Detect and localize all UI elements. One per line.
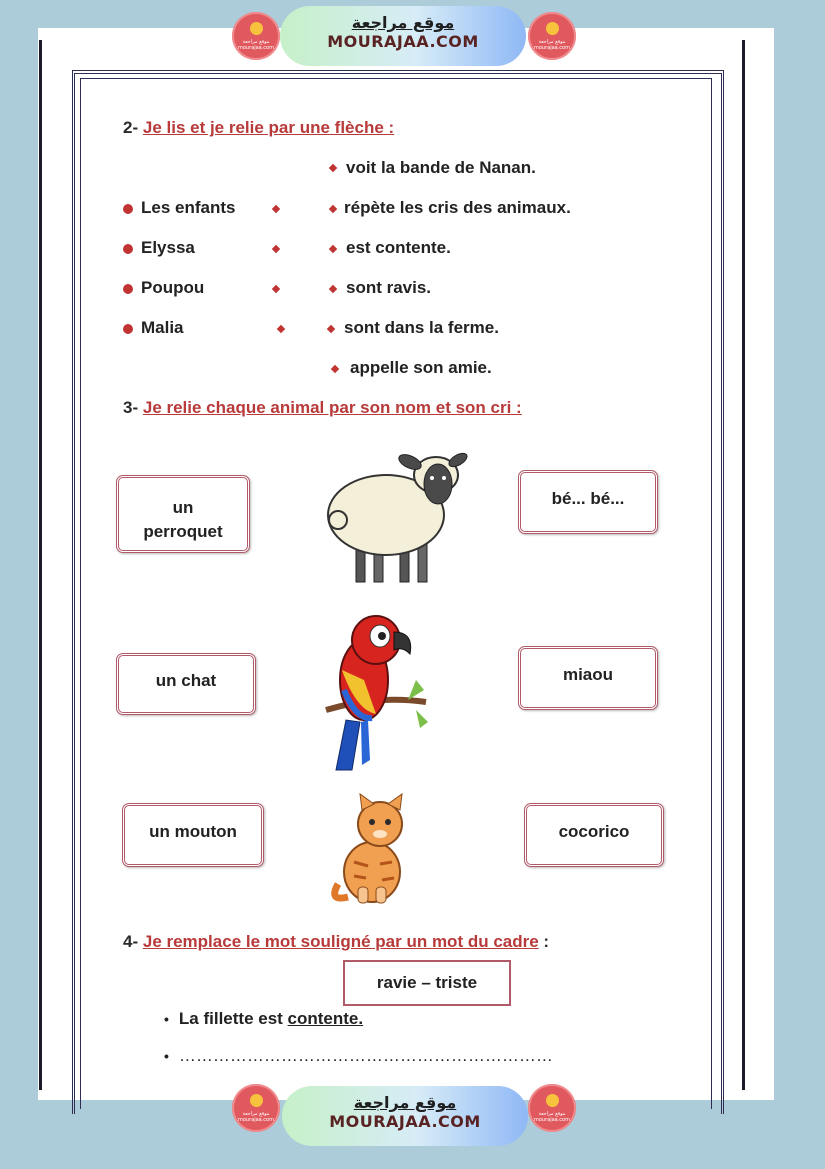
name-box-sheep[interactable] — [122, 803, 264, 867]
site-logo-left-top[interactable] — [232, 12, 280, 60]
q4-heading — [123, 932, 549, 952]
cry-cat: miaou — [562, 665, 614, 684]
logo-text: موقع مراجعة mourajaa.com — [237, 39, 274, 51]
name-parrot: un perroquet — [143, 498, 223, 541]
cry-rooster: cocorico — [558, 822, 630, 841]
site-logo-left-bottom[interactable] — [232, 1084, 280, 1132]
sheep-image — [318, 440, 468, 590]
answer-dots: ………………………………………………………… — [178, 1046, 553, 1065]
underlined-word: contente. — [287, 1009, 364, 1028]
q2-predicate-6: appelle son amie. — [350, 358, 492, 377]
q2-subject-2: Elyssa — [123, 238, 195, 258]
name-box-parrot[interactable] — [116, 475, 250, 553]
q4-colon: : — [543, 932, 550, 951]
logo-text: موقع مراجعة mourajaa.com — [237, 1111, 274, 1123]
banner-site: MOURAJAA.COM — [329, 1112, 481, 1131]
cry-box-cat[interactable] — [518, 646, 658, 710]
name-box-cat[interactable] — [116, 653, 256, 715]
q2-title: Je lis et je relie par une flèche : — [142, 118, 395, 137]
logo-text: موقع مراجعة mourajaa.com — [533, 39, 570, 51]
q2-predicate-4: sont ravis. — [346, 278, 432, 297]
q4-number: 4- — [123, 932, 139, 951]
q2-subject-4: Malia — [123, 318, 184, 338]
cry-box-sheep[interactable] — [518, 470, 658, 534]
q3-number: 3- — [123, 398, 139, 417]
right-border-line — [742, 40, 745, 1090]
q4-title: Je remplace le mot souligné par un mot du cadre — [142, 932, 539, 951]
q2-predicate-3: est contente. — [346, 238, 451, 257]
q2-number: 2- — [123, 118, 139, 137]
q3-heading — [123, 398, 522, 418]
q3-title: Je relie chaque animal par son nom et son cri : — [142, 398, 522, 417]
site-banner-bottom[interactable] — [282, 1086, 528, 1146]
cry-sheep: bé... bé... — [551, 489, 625, 508]
q2-predicate-2: répète les cris des animaux. — [344, 198, 571, 217]
site-logo-right-top[interactable] — [528, 12, 576, 60]
cat-image — [328, 792, 418, 907]
cry-box-rooster[interactable] — [524, 803, 664, 867]
logo-text: موقع مراجعة mourajaa.com — [533, 1111, 570, 1123]
banner-arabic: موقع مراجعة — [353, 1093, 457, 1112]
left-border-line — [39, 40, 42, 1090]
name-sheep: un mouton — [149, 822, 237, 841]
q2-predicate-5: sont dans la ferme. — [344, 318, 499, 337]
q2-subject-1: Les enfants — [123, 198, 235, 218]
banner-site: MOURAJAA.COM — [327, 32, 479, 51]
site-banner-top[interactable] — [280, 6, 526, 66]
page-inner-frame — [80, 78, 712, 1109]
sentence-start: La fillette est — [178, 1009, 288, 1028]
q4-answer-line[interactable]: • ………………………………………………………… — [164, 1046, 553, 1065]
parrot-image — [316, 610, 436, 775]
q2-heading — [123, 118, 394, 138]
word-frame: ravie – triste — [343, 960, 511, 1006]
name-cat: un chat — [155, 671, 217, 690]
q2-predicate-1: voit la bande de Nanan. — [346, 158, 536, 177]
site-logo-right-bottom[interactable] — [528, 1084, 576, 1132]
banner-arabic: موقع مراجعة — [351, 13, 455, 32]
q2-subject-3: Poupou — [123, 278, 204, 298]
q4-sentence: • La fillette est contente. — [164, 1009, 364, 1028]
